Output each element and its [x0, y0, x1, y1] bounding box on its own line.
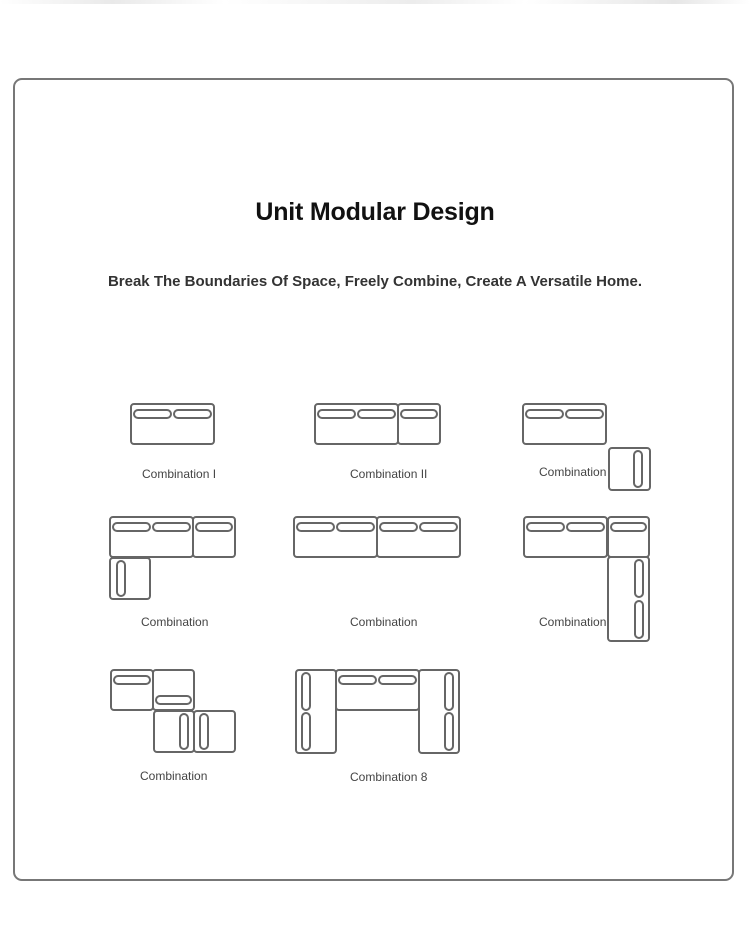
- combination-7-diagram: [111, 670, 235, 752]
- combination-8-diagram: [296, 670, 459, 753]
- page-title: Unit Modular Design: [255, 198, 495, 226]
- combination-1-label: Combination I: [142, 467, 217, 481]
- combination-6-label: Combination: [539, 615, 607, 629]
- combination-5-label: Combination: [350, 615, 418, 629]
- page-subtitle: Break The Boundaries Of Space, Freely Combine, Create A Versatile Home.: [107, 273, 643, 290]
- combination-1-diagram: [131, 404, 214, 444]
- combination-8-label: Combination 8: [350, 770, 428, 784]
- combination-2-diagram: [315, 404, 440, 444]
- combination-5-diagram: [294, 517, 460, 557]
- combination-4-label: Combination: [141, 615, 209, 629]
- combination-7-label: Combination: [140, 769, 208, 783]
- combination-2-label: Combination II: [350, 467, 428, 481]
- combination-3-label: Combination: [539, 465, 607, 479]
- combination-4-diagram: [110, 517, 235, 599]
